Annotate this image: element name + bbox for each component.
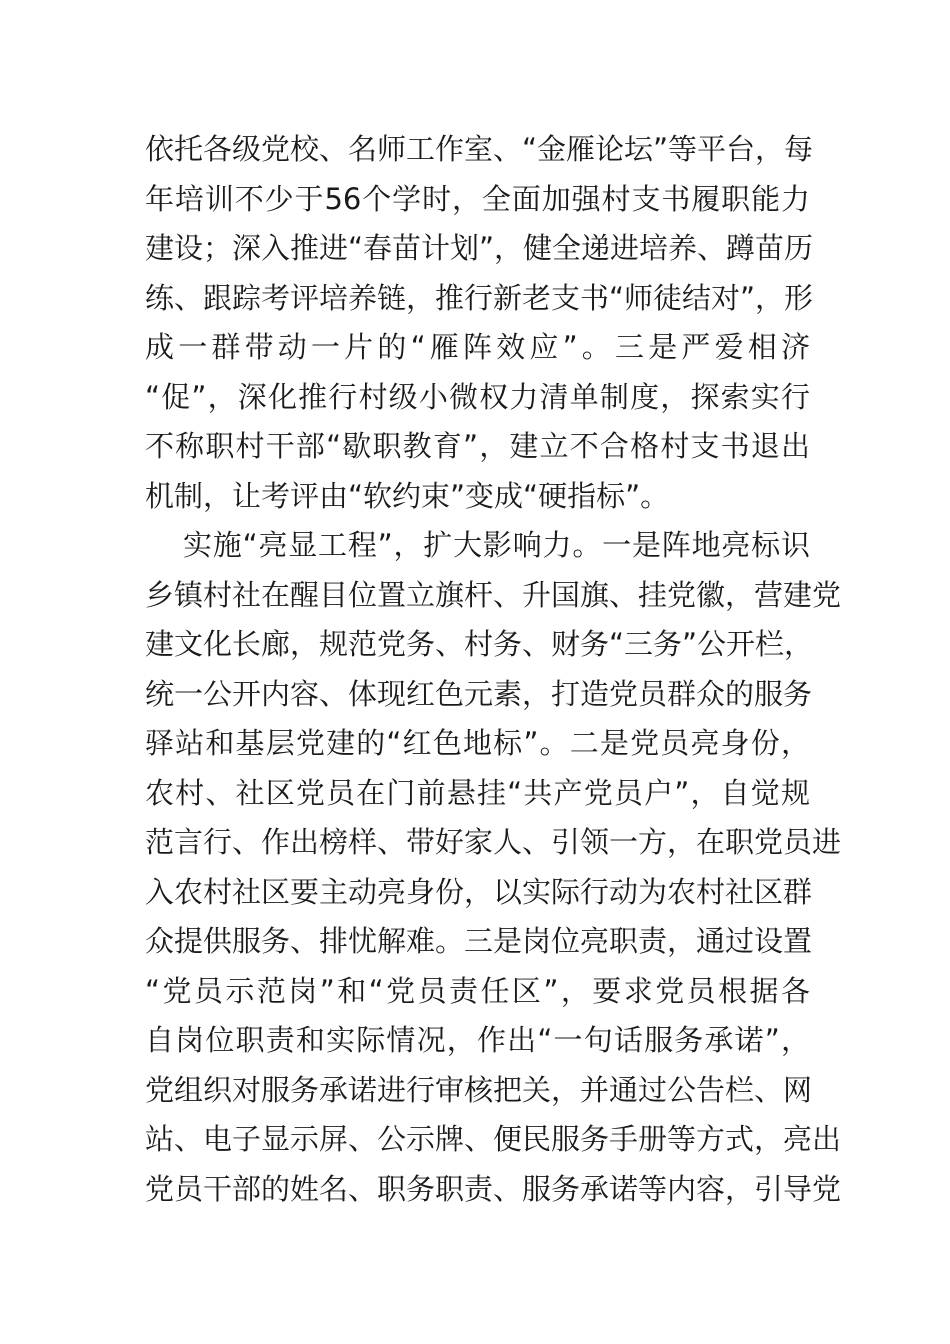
text-line: 驿站和基层党建的“红色地标”。二是党员亮身份， bbox=[145, 726, 810, 760]
text-line: “党员示范岗”和“党员责任区”，要求党员根据各 bbox=[145, 973, 810, 1008]
paragraph-heading-line: 实施“亮显工程”，扩大影响力。一是阵地亮标识 bbox=[183, 528, 810, 562]
text-line: 农村、社区党员在门前悬挂“共产党员户”，自觉规 bbox=[145, 775, 810, 810]
text-line: 成一群带动一片的“雁阵效应”。三是严爱相济 bbox=[145, 330, 810, 364]
text-line: 机制，让考评由“软约束”变成“硬指标”。 bbox=[145, 478, 670, 513]
text-line: 依托各级党校、名师工作室、“金雁论坛”等平台，每 bbox=[145, 132, 814, 166]
text-line: 练、跟踪考评培养链，推行新老支书“师徒结对”，形 bbox=[145, 280, 814, 315]
text-line: 众提供服务、排忧解难。三是岗位亮职责，通过设置 bbox=[145, 924, 813, 958]
text-line: 范言行、作出榜样、带好家人、引领一方，在职党员进 bbox=[145, 825, 842, 859]
text-line: 站、电子显示屏、公示牌、便民服务手册等方式，亮出 bbox=[145, 1122, 842, 1156]
text-line: “促”，深化推行村级小微权力清单制度，探索实行 bbox=[145, 379, 810, 414]
text-line: 建设；深入推进“春苗计划”，健全递进培养、蹲苗历 bbox=[145, 231, 814, 265]
body-text bbox=[145, 125, 842, 1214]
text-line: 不称职村干部“歇职教育”，建立不合格村支书退出 bbox=[145, 429, 810, 463]
text-line: 入农村社区要主动亮身份，以实际行动为农村社区群 bbox=[145, 874, 813, 909]
text-line: 乡镇村社在醒目位置立旗杆、升国旗、挂党徽，营建党 bbox=[145, 577, 842, 612]
text-line: 党员干部的姓名、职务职责、服务承诺等内容，引导党 bbox=[145, 1171, 842, 1206]
text-line: 党组织对服务承诺进行审核把关，并通过公告栏、网 bbox=[145, 1072, 813, 1107]
text-line: 建文化长廊，规范党务、村务、财务“三务”公开栏， bbox=[145, 627, 814, 661]
text-line: 年培训不少于56个学时，全面加强村支书履职能力 bbox=[145, 181, 810, 216]
text-line: 统一公开内容、体现红色元素，打造党员群众的服务 bbox=[145, 676, 813, 711]
text-line: 自岗位职责和实际情况，作出“一句话服务承诺”， bbox=[145, 1023, 810, 1057]
